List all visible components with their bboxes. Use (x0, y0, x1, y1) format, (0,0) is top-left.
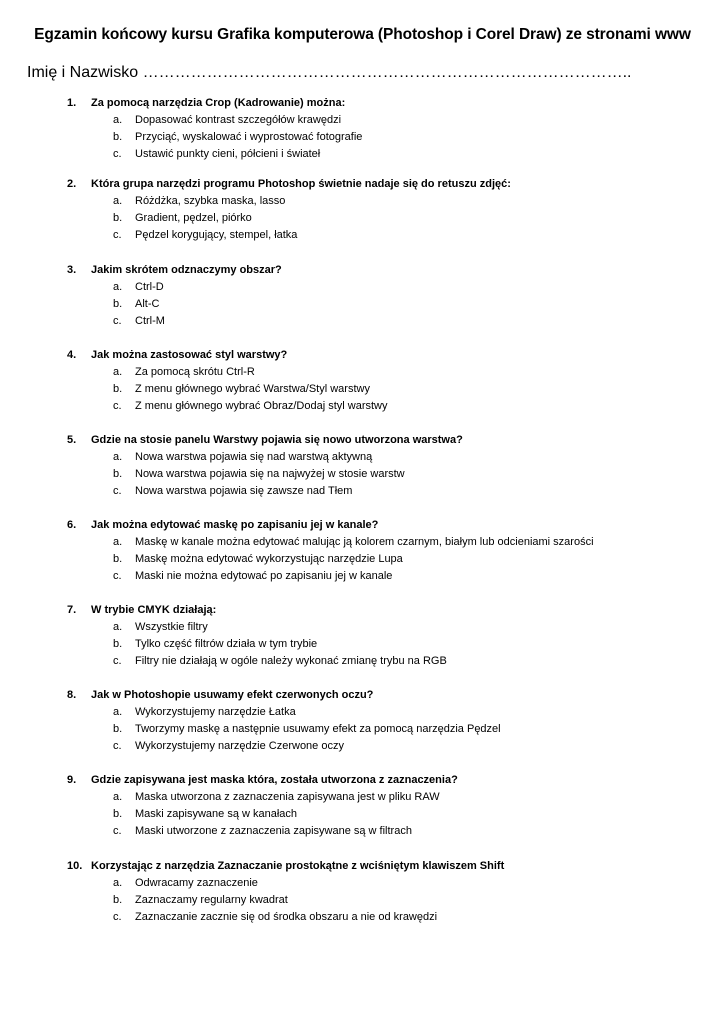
question-10 (0, 860, 725, 928)
question-5 (0, 434, 725, 502)
question-text: Jak można edytować maskę po zapisaniu jej w kanale? (91, 519, 379, 531)
answer-option (0, 315, 725, 332)
answer-option (0, 911, 725, 928)
answer-option (0, 894, 725, 911)
answer-option (0, 740, 725, 757)
question-number: 3. (67, 264, 77, 276)
question-4 (0, 349, 725, 417)
question-number: 7. (67, 604, 77, 616)
answer-letter: c. (113, 740, 122, 752)
answer-letter: a. (113, 791, 123, 803)
question-text: Jakim skrótem odznaczymy obszar? (91, 264, 282, 276)
question-9 (0, 774, 725, 842)
answer-letter: b. (113, 808, 123, 820)
question-text: Jak można zastosować styl warstwy? (91, 349, 288, 361)
answer-option (0, 825, 725, 842)
answer-text: Maski nie można edytować po zapisaniu jej w kanale (135, 570, 393, 582)
answer-text: Z menu głównego wybrać Warstwa/Styl warstwy (135, 383, 370, 395)
answer-letter: a. (113, 195, 123, 207)
answer-letter: c. (113, 229, 122, 241)
answer-option (0, 400, 725, 417)
answer-letter: c. (113, 825, 122, 837)
answer-letter: c. (113, 148, 122, 160)
question-number: 2. (67, 178, 77, 190)
question-number: 9. (67, 774, 77, 786)
answer-letter: c. (113, 400, 122, 412)
answer-text: Wykorzystujemy narzędzie Łatka (135, 706, 296, 718)
answer-option (0, 536, 725, 553)
question-number: 1. (67, 97, 77, 109)
answer-letter: a. (113, 706, 123, 718)
answer-letter: c. (113, 485, 122, 497)
answer-text: Ustawić punkty cieni, półcieni i świateł (135, 148, 321, 160)
question-number: 8. (67, 689, 77, 701)
question-7 (0, 604, 725, 672)
answer-option (0, 553, 725, 570)
question-8 (0, 689, 725, 757)
answer-text: Ctrl-D (135, 281, 164, 293)
answer-text: Maskę można edytować wykorzystując narzędzie Lupa (135, 553, 403, 565)
answer-text: Maski zapisywane są w kanałach (135, 808, 298, 820)
answer-letter: b. (113, 468, 123, 480)
question-number: 10. (67, 860, 83, 872)
answer-option (0, 195, 725, 212)
question-heading (0, 178, 725, 195)
answer-letter: a. (113, 451, 123, 463)
question-text: Która grupa narzędzi programu Photoshop świetnie nadaje się do retuszu zdjęć: (91, 178, 511, 190)
question-heading (0, 689, 725, 706)
answer-letter: b. (113, 212, 123, 224)
answer-letter: b. (113, 298, 123, 310)
answer-option (0, 638, 725, 655)
answer-letter: b. (113, 553, 123, 565)
answer-letter: b. (113, 383, 123, 395)
answer-text: Odwracamy zaznaczenie (135, 877, 258, 889)
answer-option (0, 229, 725, 246)
answer-text: Nowa warstwa pojawia się na najwyżej w stosie warstw (135, 468, 405, 480)
answer-text: Pędzel korygujący, stempel, łatka (135, 229, 298, 241)
answer-text: Maska utworzona z zaznaczenia zapisywana jest w pliku RAW (135, 791, 440, 803)
question-heading (0, 434, 725, 451)
question-2 (0, 178, 725, 246)
question-text: Korzystając z narzędzia Zaznaczanie prostokątne z wciśniętym klawiszem Shift (91, 860, 505, 872)
document-title: Egzamin końcowy kursu Grafika komputerowa (Photoshop i Corel Draw) ze stronami www (34, 26, 691, 43)
answer-option (0, 723, 725, 740)
answer-option (0, 485, 725, 502)
answer-option (0, 570, 725, 587)
question-text: W trybie CMYK działają: (91, 604, 217, 616)
answer-letter: a. (113, 114, 123, 126)
answer-letter: c. (113, 315, 122, 327)
answer-letter: b. (113, 723, 123, 735)
question-number: 6. (67, 519, 77, 531)
answer-text: Zaznaczanie zacznie się od środka obszaru a nie od krawędzi (135, 911, 438, 923)
answer-letter: b. (113, 894, 123, 906)
question-heading (0, 604, 725, 621)
answer-text: Dopasować kontrast szczegółów krawędzi (135, 114, 342, 126)
answer-letter: a. (113, 366, 123, 378)
answer-option (0, 131, 725, 148)
answer-option (0, 655, 725, 672)
answer-letter: b. (113, 131, 123, 143)
answer-option (0, 451, 725, 468)
answer-option (0, 706, 725, 723)
answer-letter: a. (113, 621, 123, 633)
answer-text: Przyciąć, wyskalować i wyprostować fotografie (135, 131, 363, 143)
answer-option (0, 383, 725, 400)
question-3 (0, 264, 725, 332)
answer-option (0, 877, 725, 894)
answer-option (0, 148, 725, 165)
answer-text: Maskę w kanale można edytować malując ją kolorem czarnym, białym lub odcieniami szarości (135, 536, 594, 548)
question-text: Gdzie zapisywana jest maska która, została utworzona z zaznaczenia? (91, 774, 458, 786)
question-heading (0, 519, 725, 536)
answer-option (0, 281, 725, 298)
answer-text: Nowa warstwa pojawia się zawsze nad Tłem (135, 485, 353, 497)
answer-text: Różdżka, szybka maska, lasso (135, 195, 286, 207)
question-text: Za pomocą narzędzia Crop (Kadrowanie) można: (91, 97, 346, 109)
answer-letter: a. (113, 877, 123, 889)
answer-option (0, 808, 725, 825)
answer-option (0, 298, 725, 315)
answer-text: Za pomocą skrótu Ctrl-R (135, 366, 255, 378)
question-6 (0, 519, 725, 587)
question-text: Gdzie na stosie panelu Warstwy pojawia się nowo utworzona warstwa? (91, 434, 463, 446)
answer-text: Maski utworzone z zaznaczenia zapisywane są w filtrach (135, 825, 412, 837)
answer-text: Gradient, pędzel, piórko (135, 212, 252, 224)
answer-letter: c. (113, 655, 122, 667)
question-text: Jak w Photoshopie usuwamy efekt czerwonych oczu? (91, 689, 374, 701)
answer-text: Filtry nie działają w ogóle należy wykonać zmianę trybu na RGB (135, 655, 447, 667)
name-field-line: Imię i Nazwisko ……………………………………………………………………………….. (27, 64, 632, 81)
answer-text: Tylko część filtrów działa w tym trybie (135, 638, 318, 650)
question-heading (0, 264, 725, 281)
answer-text: Alt-C (135, 298, 160, 310)
answer-option (0, 621, 725, 638)
answer-text: Wykorzystujemy narzędzie Czerwone oczy (135, 740, 344, 752)
answer-option (0, 468, 725, 485)
answer-letter: a. (113, 281, 123, 293)
question-1 (0, 97, 725, 165)
answer-option (0, 366, 725, 383)
answer-text: Zaznaczamy regularny kwadrat (135, 894, 288, 906)
answer-text: Nowa warstwa pojawia się nad warstwą aktywną (135, 451, 373, 463)
question-heading (0, 774, 725, 791)
answer-letter: c. (113, 570, 122, 582)
answer-letter: a. (113, 536, 123, 548)
answer-text: Wszystkie filtry (135, 621, 208, 633)
question-heading (0, 97, 725, 114)
answer-text: Z menu głównego wybrać Obraz/Dodaj styl warstwy (135, 400, 388, 412)
question-heading (0, 860, 725, 877)
answer-letter: b. (113, 638, 123, 650)
question-number: 4. (67, 349, 77, 361)
answer-text: Tworzymy maskę a następnie usuwamy efekt za pomocą narzędzia Pędzel (135, 723, 501, 735)
answer-option (0, 791, 725, 808)
answer-letter: c. (113, 911, 122, 923)
answer-text: Ctrl-M (135, 315, 165, 327)
answer-option (0, 114, 725, 131)
question-number: 5. (67, 434, 77, 446)
answer-option (0, 212, 725, 229)
question-heading (0, 349, 725, 366)
